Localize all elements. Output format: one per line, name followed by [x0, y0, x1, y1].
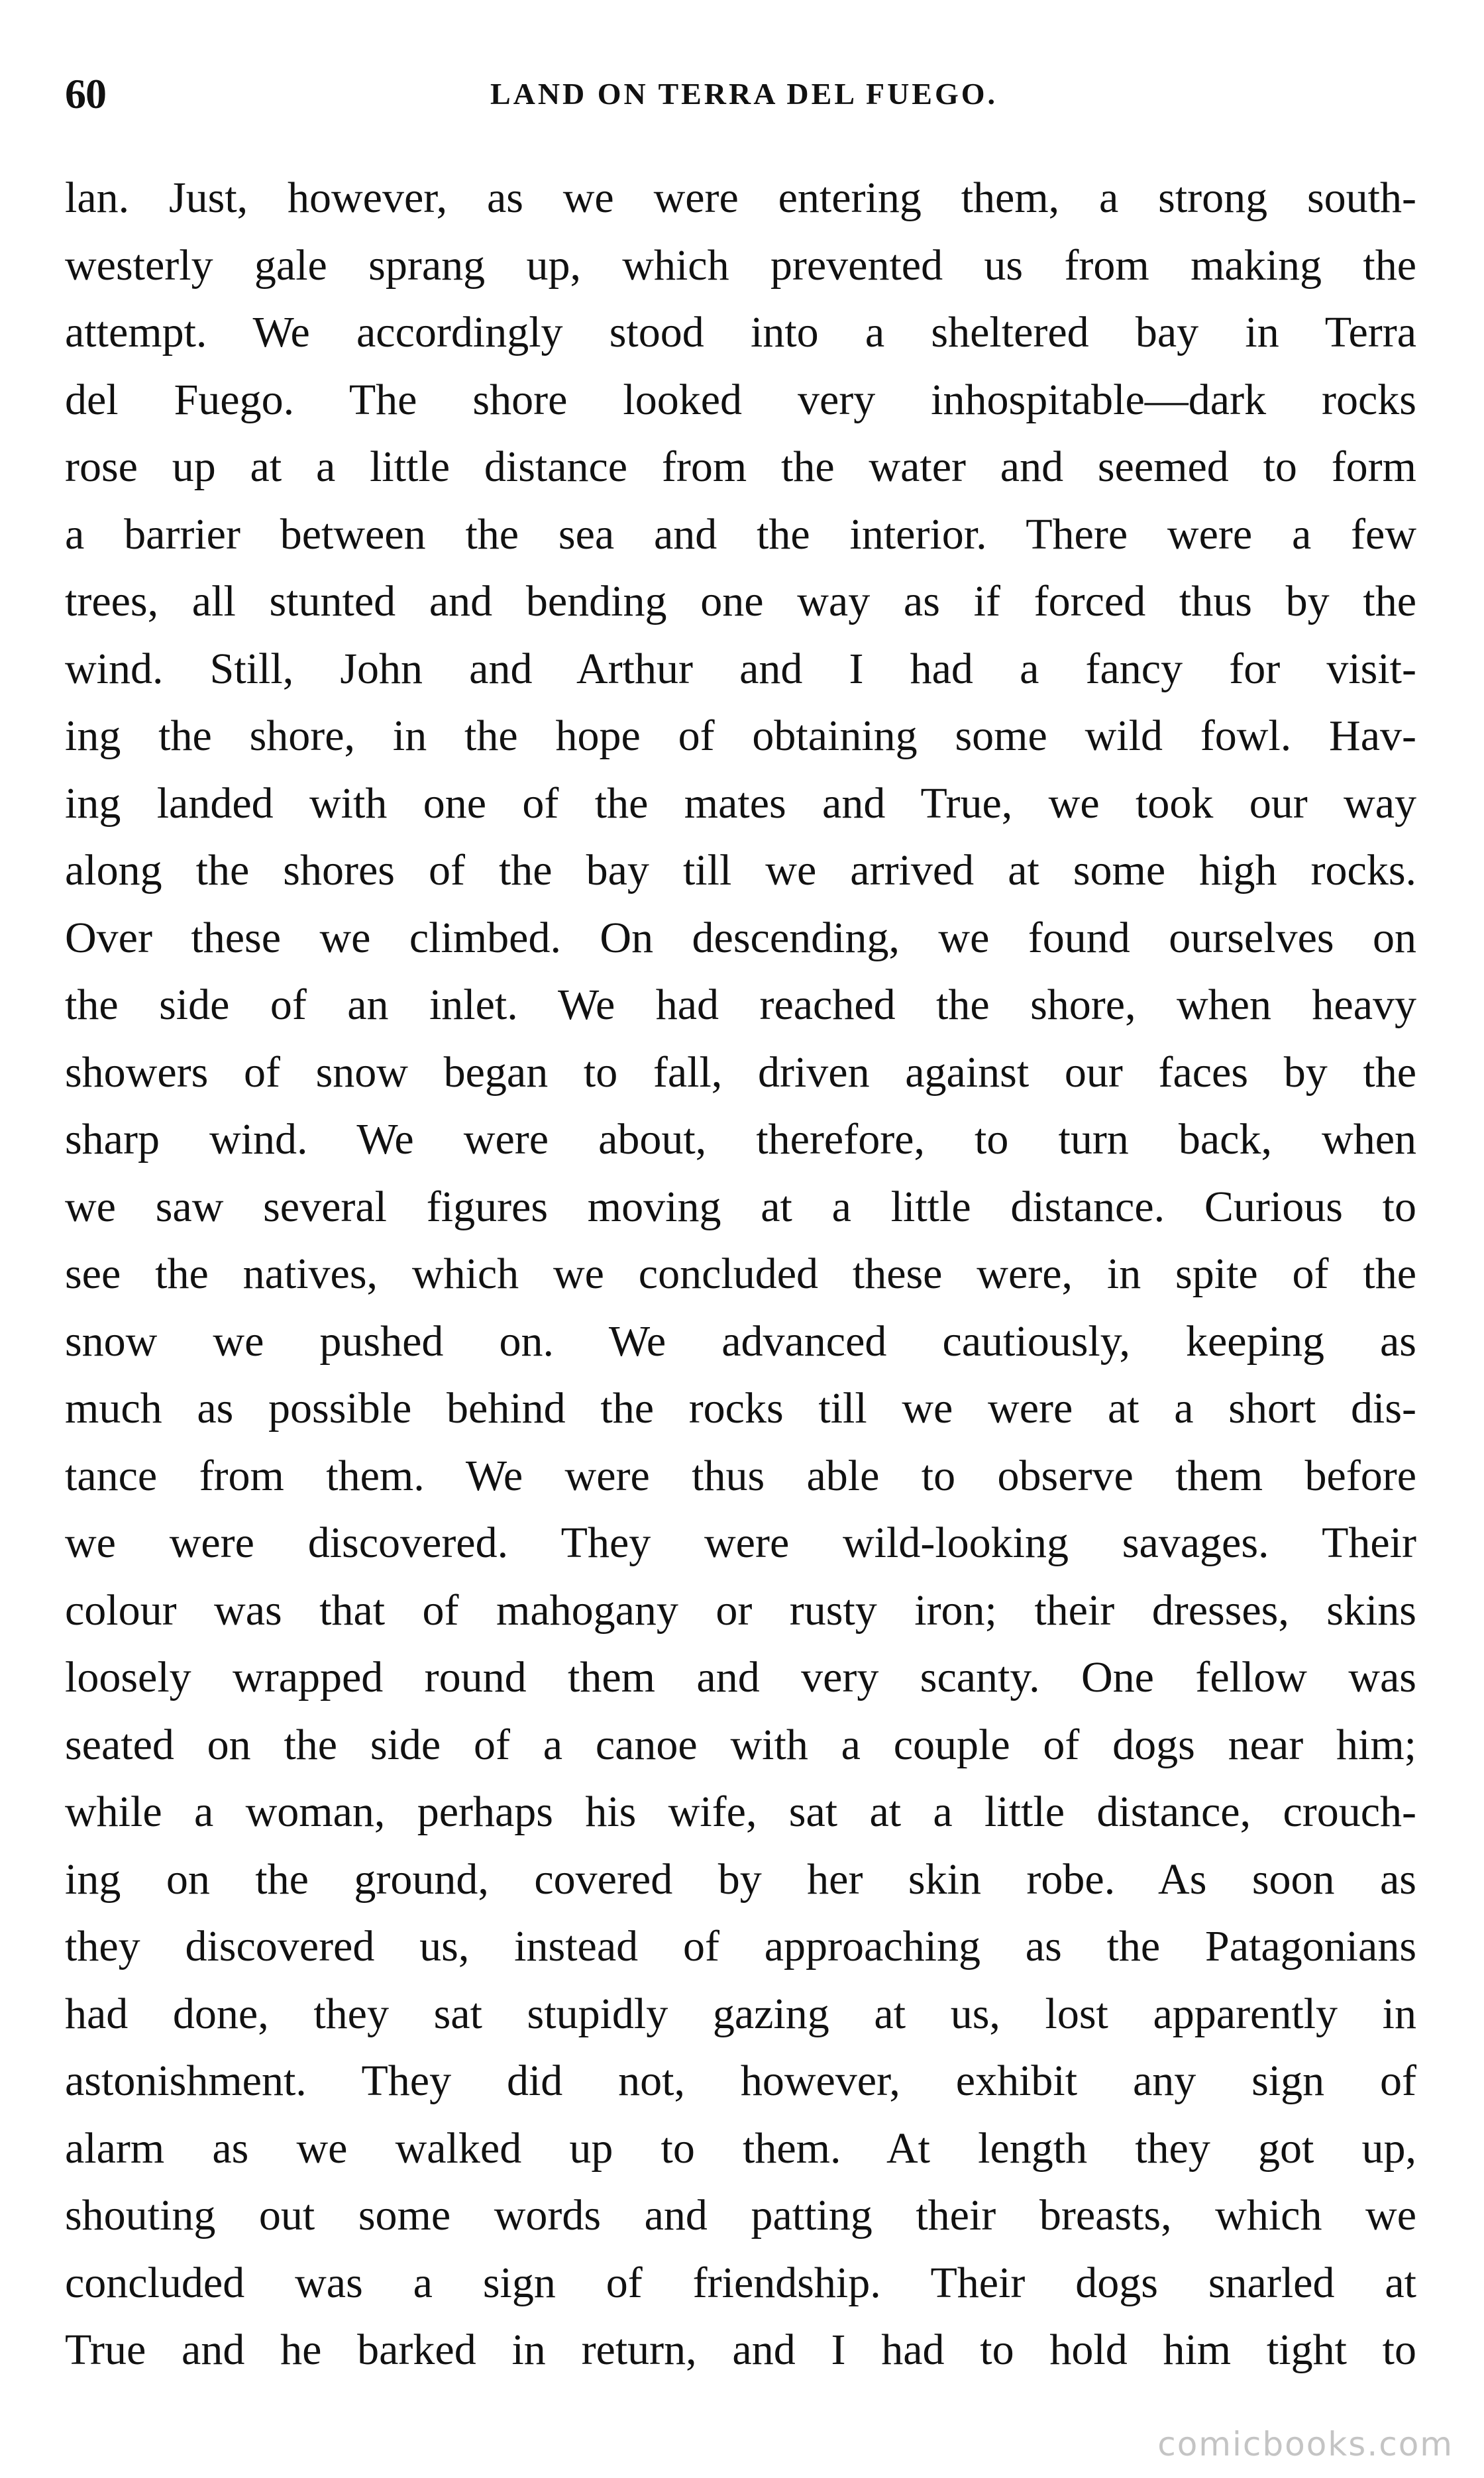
text-line: much as possible behind the rocks till we were at a short dis-: [65, 1384, 1416, 1432]
text-line: westerly gale sprang up, which prevented us from making the: [65, 241, 1416, 290]
text-line: had done, they sat stupidly gazing at us, lost apparently in: [65, 1989, 1416, 2038]
text-line: snow we pushed on. We advanced cautiously, keeping as: [65, 1317, 1416, 1366]
body-text: [65, 164, 1416, 2384]
watermark: comicbooks.com: [1157, 2425, 1454, 2463]
text-line: see the natives, which we concluded these were, in spite of the: [65, 1250, 1416, 1298]
text-line: a barrier between the sea and the interior. There were a few: [65, 510, 1416, 559]
text-line: ing on the ground, covered by her skin robe. As soon as: [65, 1855, 1416, 1904]
text-line: tance from them. We were thus able to observe them before: [65, 1451, 1416, 1500]
text-line: loosely wrapped round them and very scanty. One fellow was: [65, 1653, 1416, 1701]
text-line: concluded was a sign of friendship. Their dogs snarled at: [65, 2258, 1416, 2307]
running-head: LAND ON TERRA DEL FUEGO.: [490, 77, 998, 111]
text-line: along the shores of the bay till we arrived at some high rocks.: [65, 846, 1416, 894]
text-line: we saw several figures moving at a little distance. Curious to: [65, 1182, 1416, 1231]
text-line: attempt. We accordingly stood into a sheltered bay in Terra: [65, 308, 1416, 356]
text-line: alarm as we walked up to them. At length they got up,: [65, 2124, 1416, 2173]
page-number: 60: [65, 70, 106, 117]
text-line: wind. Still, John and Arthur and I had a fancy for visit-: [65, 644, 1416, 693]
text-line: shouting out some words and patting their breasts, which we: [65, 2191, 1416, 2239]
text-line: the side of an inlet. We had reached the shore, when heavy: [65, 981, 1416, 1029]
text-line: colour was that of mahogany or rusty iron; their dresses, skins: [65, 1586, 1416, 1635]
text-line: while a woman, perhaps his wife, sat at a little distance, crouch-: [65, 1788, 1416, 1836]
text-line: showers of snow began to fall, driven against our faces by the: [65, 1048, 1416, 1097]
text-line: rose up at a little distance from the water and seemed to form: [65, 443, 1416, 491]
text-line: astonishment. They did not, however, exhibit any sign of: [65, 2057, 1416, 2105]
text-line: del Fuego. The shore looked very inhospitable—dark rocks: [65, 375, 1416, 424]
text-line: we were discovered. They were wild-looking savages. Their: [65, 1519, 1416, 1567]
text-line: True and he barked in return, and I had to hold him tight to: [65, 2326, 1416, 2374]
text-line: ing the shore, in the hope of obtaining some wild fowl. Hav-: [65, 712, 1416, 760]
text-line: they discovered us, instead of approaching as the Patagonians: [65, 1922, 1416, 1970]
text-line: seated on the side of a canoe with a couple of dogs near him;: [65, 1720, 1416, 1769]
page-header: [65, 61, 1423, 127]
text-line: sharp wind. We were about, therefore, to turn back, when: [65, 1115, 1416, 1163]
text-line: trees, all stunted and bending one way as if forced thus by the: [65, 577, 1416, 625]
text-line: lan. Just, however, as we were entering them, a strong south-: [65, 174, 1416, 222]
text-line: ing landed with one of the mates and True, we took our way: [65, 779, 1416, 828]
text-line: Over these we climbed. On descending, we found ourselves on: [65, 913, 1416, 962]
